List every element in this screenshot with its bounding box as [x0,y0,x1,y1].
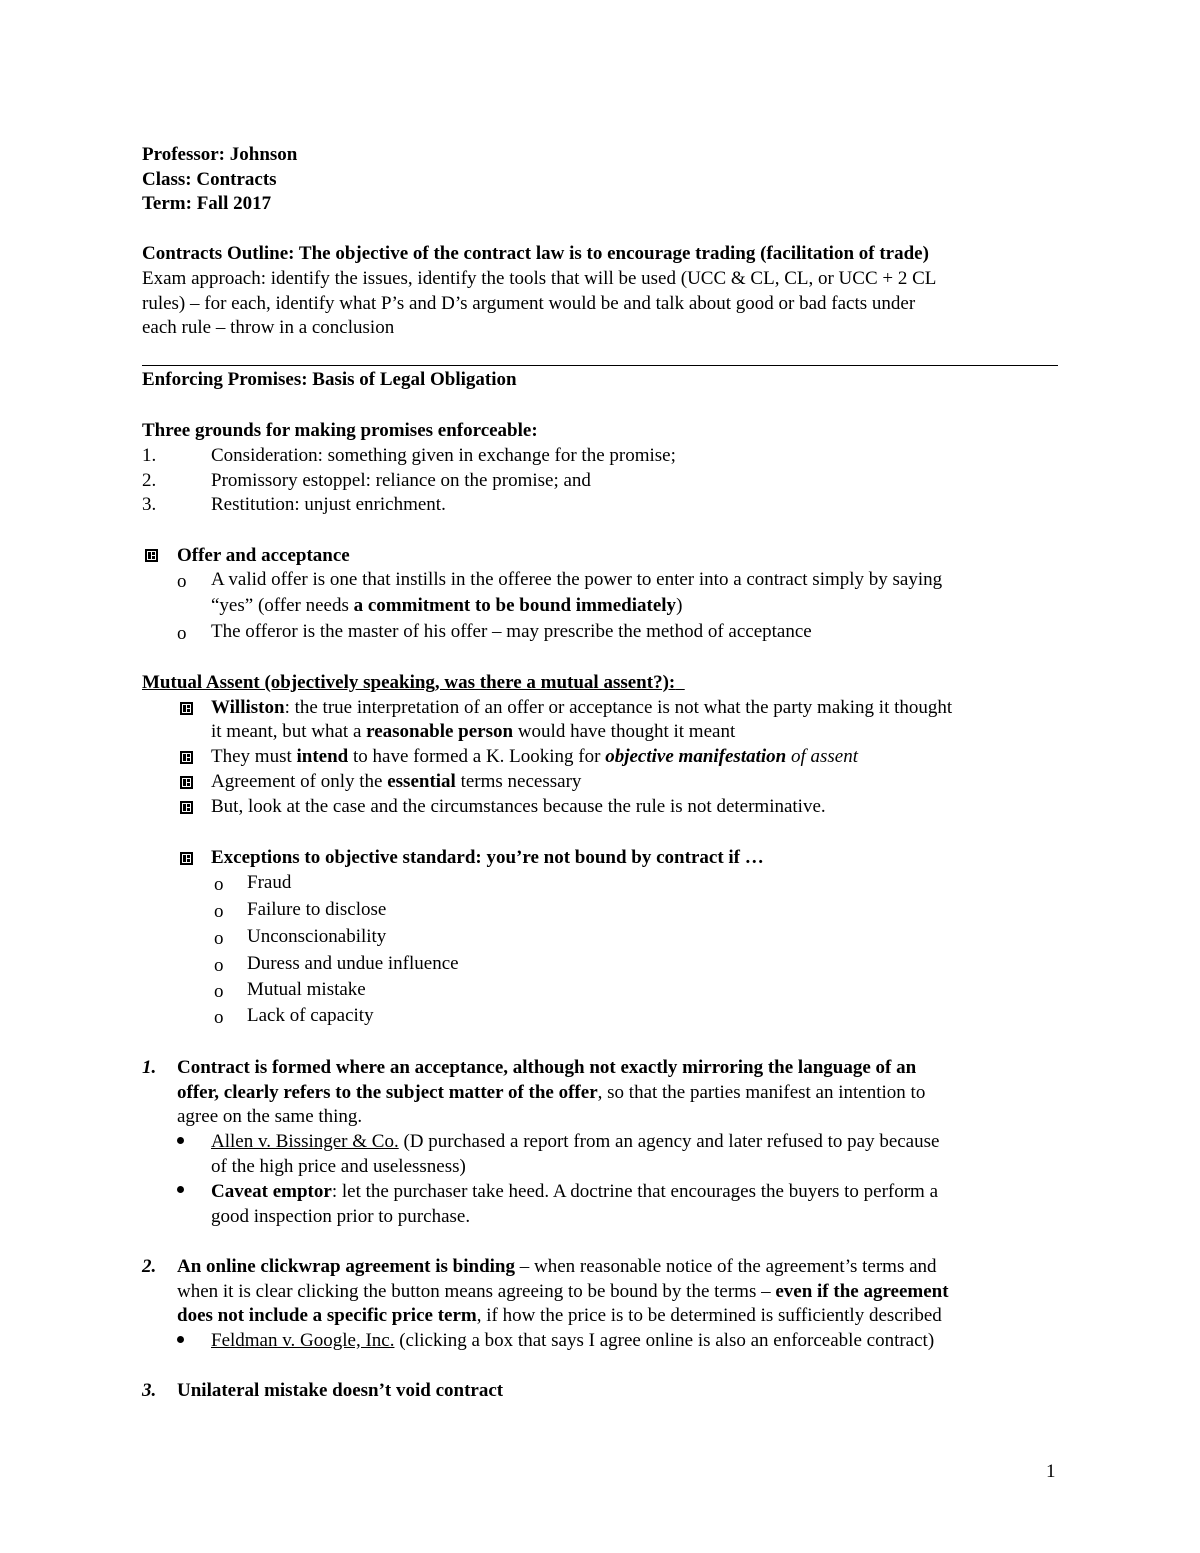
square-bullet-icon [180,776,193,789]
but-line: But, look at the case and the circumstances because the rule is not determinative. [211,796,826,817]
williston-line-2: it meant, but what a reasonable person would have thought it meant [211,721,736,742]
bullet-dot-icon [177,1137,184,1144]
caveat-line-2: good inspection prior to purchase. [211,1206,471,1227]
square-bullet-icon [180,751,193,764]
mutual-assent-heading: Mutual Assent (objectively speaking, was there a mutual assent?): [142,672,676,693]
rule-2-line-3: does not include a specific price term, if how the price is to be determined is sufficiently described [177,1305,942,1326]
circle-bullet-icon: o [214,1007,224,1028]
williston-line-1: Williston: the true interpretation of an offer or acceptance is not what the party making it thought [211,697,953,718]
circle-bullet-icon: o [214,901,224,922]
exam-approach-line-1: Exam approach: identify the issues, identify the tools that will be used (UCC & CL, CL, or UCC + 2 CL [142,268,937,289]
offer-heading: Offer and acceptance [177,545,350,566]
grounds-item-text: Consideration: something given in exchange for the promise; [211,445,676,466]
horizontal-rule [142,365,1058,366]
rule-number: 1. [142,1057,157,1078]
professor-line: Professor: Johnson [142,144,298,165]
rule-number: 3. [142,1380,157,1401]
circle-bullet-icon: o [214,928,224,949]
class-line: Class: Contracts [142,169,277,190]
circle-bullet-icon: o [214,874,224,895]
intend-line: They must intend to have formed a K. Looking for objective manifestation of assent [211,746,859,767]
rule-1-line-2: offer, clearly refers to the subject matter of the offer, so that the parties manifest an intention to [177,1082,926,1103]
exception-item: Failure to disclose [247,899,387,920]
offer-item-1-line-1: A valid offer is one that instills in the offeree the power to enter into a contract simply by saying [211,569,943,590]
exam-approach-line-3: each rule – throw in a conclusion [142,317,395,338]
rule-1-line-3: agree on the same thing. [177,1106,363,1127]
grounds-item-text: Restitution: unjust enrichment. [211,494,446,515]
term-line: Term: Fall 2017 [142,193,272,214]
grounds-item-num: 3. [142,494,157,515]
rule-3-line: Unilateral mistake doesn’t void contract [177,1380,504,1401]
square-bullet-icon [180,852,193,865]
circle-bullet-icon: o [214,955,224,976]
bullet-dot-icon [177,1186,184,1193]
grounds-heading: Three grounds for making promises enforceable: [142,420,538,441]
exception-item: Unconscionability [247,926,387,947]
exception-item: Fraud [247,872,292,893]
rule-2-line-2: when it is clear clicking the button means agreeing to be bound by the terms – even if the agreement [177,1281,949,1302]
exception-item: Mutual mistake [247,979,366,1000]
rule-number: 2. [142,1256,157,1277]
offer-item-2: The offeror is the master of his offer – may prescribe the method of acceptance [211,621,812,642]
rule-2-line-1: An online clickwrap agreement is binding – when reasonable notice of the agreement’s terms and [177,1256,937,1277]
caveat-line-1: Caveat emptor: let the purchaser take heed. A doctrine that encourages the buyers to perform a [211,1181,939,1202]
case-allen-line-1: Allen v. Bissinger & Co. (D purchased a report from an agency and later refused to pay because [211,1131,940,1152]
page-number: 1 [1046,1461,1056,1482]
square-bullet-icon [180,702,193,715]
agreement-line: Agreement of only the essential terms necessary [211,771,582,792]
case-allen-line-2: of the high price and uselessness) [211,1156,466,1177]
grounds-item-num: 2. [142,470,157,491]
square-bullet-icon [145,549,158,562]
circle-bullet-icon: o [177,623,187,644]
case-feldman-line: Feldman v. Google, Inc. (clicking a box that says I agree online is also an enforceable contract) [211,1330,935,1351]
square-bullet-icon [180,801,193,814]
grounds-item-num: 1. [142,445,157,466]
bullet-dot-icon [177,1336,184,1343]
rule-1-line-1: Contract is formed where an acceptance, although not exactly mirroring the language of an [177,1057,917,1078]
offer-item-1-line-2: “yes” (offer needs a commitment to be bound immediately) [211,595,683,616]
outline-heading: Contracts Outline: The objective of the contract law is to encourage trading (facilitation of trade) [142,243,929,264]
exceptions-heading: Exceptions to objective standard: you’re not bound by contract if … [211,847,764,868]
exception-item: Duress and undue influence [247,953,459,974]
exception-item: Lack of capacity [247,1005,374,1026]
grounds-item-text: Promissory estoppel: reliance on the promise; and [211,470,591,491]
exam-approach-line-2: rules) – for each, identify what P’s and D’s argument would be and talk about good or bad facts under [142,293,916,314]
section-heading: Enforcing Promises: Basis of Legal Obligation [142,369,517,390]
circle-bullet-icon: o [177,571,187,592]
circle-bullet-icon: o [214,981,224,1002]
